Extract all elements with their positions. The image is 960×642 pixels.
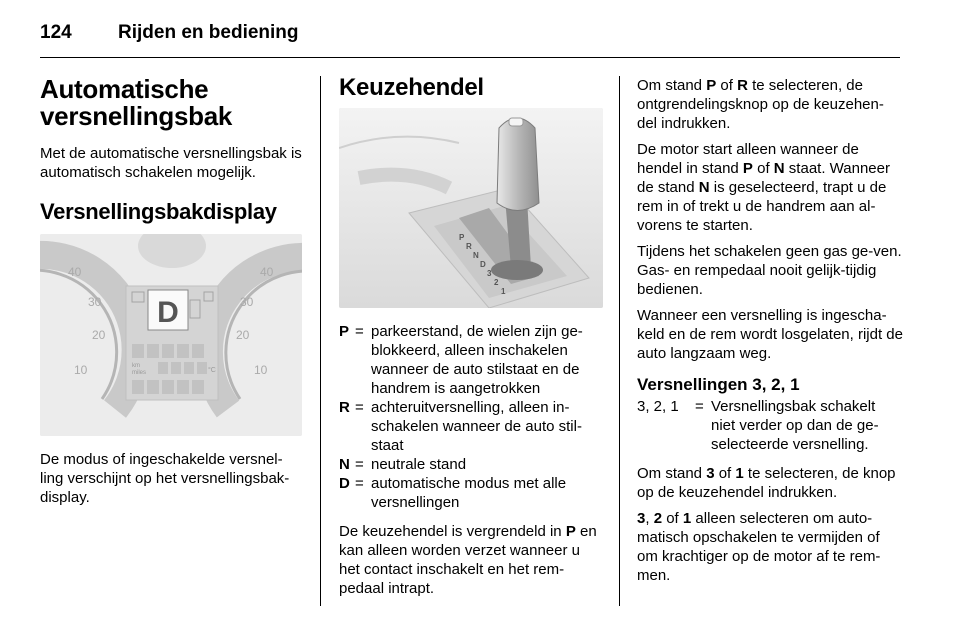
- gauge-number: 30: [88, 295, 102, 309]
- display-paragraph: De modus of ingeschakelde versnel-ling verschijnt op het versnellingsbak-display.: [40, 451, 290, 506]
- paragraph-creep: Wanneer een versnelling is ingescha-keld en de rem wordt losgelaten, rijdt de auto langzaam weg.: [637, 307, 903, 362]
- column-divider: [320, 76, 321, 606]
- intro-paragraph: Met de automatische versnellingsbak is automatisch schakelen mogelijk.: [40, 145, 302, 181]
- column-automatic-transmission: [40, 76, 302, 514]
- definition-term: N: [339, 456, 350, 473]
- definition-equals: =: [355, 399, 364, 416]
- definition-term: P: [339, 323, 350, 340]
- display-unit-miles: miles: [132, 370, 147, 376]
- definition-equals: =: [355, 475, 364, 492]
- definition-row: [339, 474, 603, 512]
- page-header: [40, 18, 900, 58]
- definition-row: [339, 398, 603, 455]
- subsection-heading: Versnellingsbakdisplay: [40, 199, 277, 224]
- column-selector-lever: [339, 76, 603, 605]
- paragraph-engine-start: De motor start alleen wanneer de hendel in stand P of N staat. Wanneer de stand N is geselecteerd, trapt u de rem in of trekt u de handrem aan al-vorens te starten.: [637, 141, 890, 234]
- gauge-number: 30: [240, 295, 254, 309]
- gate-letter: P: [459, 233, 465, 242]
- gauge-number: 40: [260, 265, 274, 279]
- definition-description: automatische modus met alle versnellingen: [371, 475, 567, 511]
- definition-description: parkeerstand, de wielen zijn ge-blokkeerd, alleen inschakelen wanneer de auto stilstaat en de handrem is aangetrokken: [371, 323, 583, 397]
- gauge-number: 40: [68, 265, 82, 279]
- running-title: Rijden en bediening: [118, 22, 299, 43]
- gate-letter: N: [473, 251, 479, 260]
- definition-description: achteruitversnelling, alleen in-schakelen wanneer de auto stil-staat: [371, 399, 582, 454]
- gear-definition-list: [339, 322, 603, 512]
- gauge-number: 10: [74, 363, 88, 377]
- section-heading: Automatische versnellingsbak: [40, 74, 233, 131]
- gauge-number: 10: [254, 363, 268, 377]
- paragraph-select-p-r: Om stand P of R te selecteren, de ontgrendelingsknop op de keuzehen-del indrukken.: [637, 77, 884, 132]
- display-unit-temperature: °C: [208, 367, 216, 374]
- gate-letter: 2: [494, 278, 499, 287]
- gate-letter: R: [466, 242, 472, 251]
- column-divider: [619, 76, 620, 606]
- transmission-display-illustration: [40, 234, 302, 436]
- definition-row: [339, 322, 603, 398]
- definition-term: D: [339, 475, 350, 492]
- definition-description: neutrale stand: [371, 456, 467, 473]
- section-heading: Keuzehendel: [339, 74, 484, 101]
- subsection-heading: Versnellingen 3, 2, 1: [637, 375, 800, 394]
- page-number: 124: [40, 22, 72, 43]
- definition-description: Versnellingsbak schakelt niet verder op dan de ge-selecteerde versnelling.: [711, 398, 879, 453]
- column-lever-operation: [637, 76, 903, 592]
- paragraph-manual-gears: 3, 2 of 1 alleen selecteren om auto-matisch opschakelen te vermijden of om krachtiger op de motor af te rem-men.: [637, 510, 881, 584]
- gate-letter: 1: [501, 287, 506, 296]
- display-unit-km: km: [132, 363, 140, 369]
- paragraph-no-throttle: Tijdens het schakelen geen gas ge-ven. Gas- en rempedaal nooit gelijk-tijdig bedienen.: [637, 243, 902, 298]
- lever-lock-paragraph: De keuzehendel is vergrendeld in P en kan alleen worden verzet wanneer u het contact inschakelt en het rem-pedaal intrapt.: [339, 523, 597, 597]
- gauge-number: 20: [92, 328, 106, 342]
- definition-row: [339, 455, 603, 474]
- definition-term: R: [339, 399, 350, 416]
- definition-term: 3, 2, 1: [637, 398, 679, 415]
- gate-letter: D: [480, 260, 486, 269]
- definition-row: [637, 397, 903, 454]
- gate-letter: 3: [487, 269, 492, 278]
- gauge-number: 20: [236, 328, 250, 342]
- definition-equals: =: [355, 456, 364, 473]
- definition-equals: =: [355, 323, 364, 340]
- gear-limit-definition: [637, 397, 903, 454]
- definition-equals: =: [695, 398, 704, 415]
- display-gear-indicator: D: [157, 296, 179, 329]
- paragraph-select-3-1: Om stand 3 of 1 te selecteren, de knop op de keuzehendel indrukken.: [637, 465, 896, 501]
- selector-lever-illustration: [339, 108, 603, 308]
